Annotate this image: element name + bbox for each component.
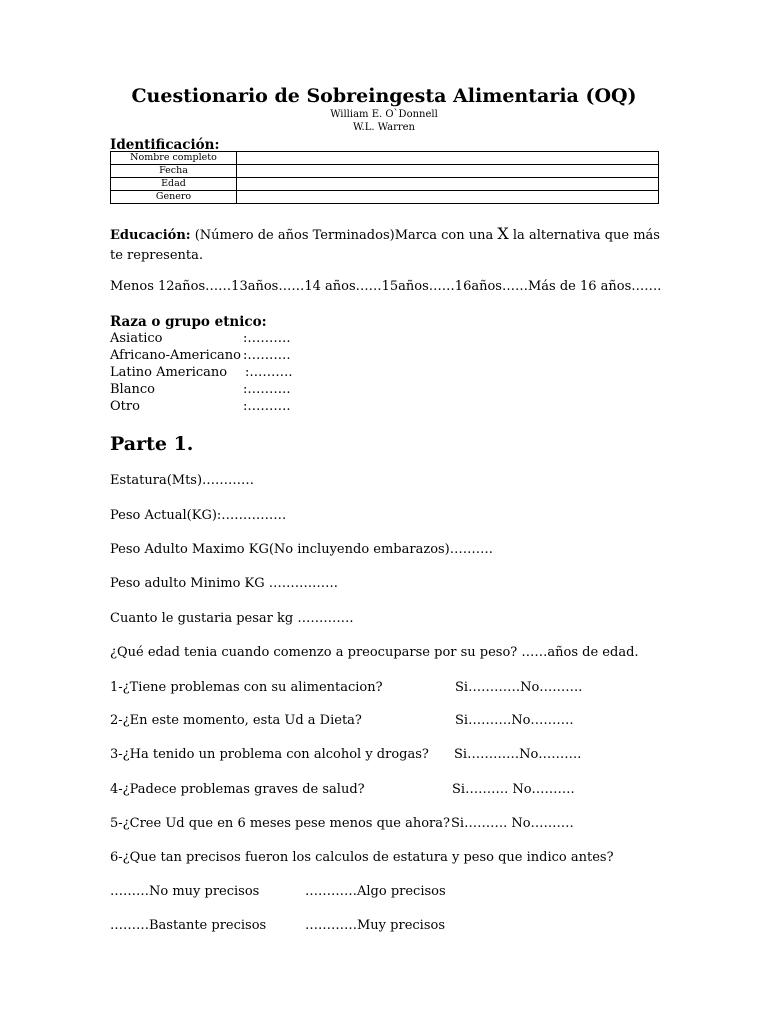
q6-options-row-2	[110, 918, 445, 933]
si-no-answer[interactable]: Si………. No……….	[451, 816, 574, 831]
raza-label: Blanco	[110, 382, 155, 397]
question-2	[110, 713, 574, 728]
raza-blank[interactable]: :……….	[243, 382, 291, 397]
field-label-genero: Genero	[111, 191, 237, 204]
table-row	[111, 191, 659, 204]
question-4	[110, 782, 575, 797]
peso-actual-field[interactable]: Peso Actual(KG):……………	[110, 508, 287, 523]
educacion-label: Educación:	[110, 228, 191, 243]
peso-maximo-field[interactable]: Peso Adulto Maximo KG(No incluyendo embarazos)……….	[110, 542, 493, 557]
raza-item-otro	[110, 399, 291, 414]
question-text: 3-¿Ha tenido un problema con alcohol y drogas?	[110, 747, 429, 762]
q6-option-no-muy-precisos[interactable]: ………No muy precisos	[110, 884, 260, 899]
q6-option-muy-precisos[interactable]: …………Muy precisos	[305, 918, 445, 933]
educacion-options: Menos 12años……13años……14 años……15años……16años……Más de 16 años…….	[110, 279, 662, 294]
raza-label: Asiatico	[110, 331, 163, 346]
raza-item-blanco	[110, 382, 291, 397]
si-no-answer[interactable]: Si…………No……….	[454, 747, 582, 762]
field-value-genero[interactable]	[237, 191, 659, 204]
question-6: 6-¿Que tan precisos fueron los calculos de estatura y peso que indico antes?	[110, 850, 614, 865]
educacion-instruction	[110, 224, 660, 266]
question-1	[110, 680, 583, 695]
q6-option-bastante-precisos[interactable]: ………Bastante precisos	[110, 918, 267, 933]
edad-preocupacion-field[interactable]: ¿Qué edad tenia cuando comenzo a preocuparse por su peso? ……años de edad.	[110, 645, 639, 660]
field-value-nombre[interactable]	[237, 152, 659, 165]
raza-item-africano-americano	[110, 348, 291, 363]
raza-blank[interactable]: :……….	[243, 348, 291, 363]
si-no-answer[interactable]: Si………. No……….	[452, 782, 575, 797]
field-value-fecha[interactable]	[237, 165, 659, 178]
estatura-field[interactable]: Estatura(Mts)…………	[110, 473, 255, 488]
q6-options-row-1	[110, 884, 446, 899]
educacion-text-b: la alternativa que más te representa.	[110, 228, 660, 263]
raza-label: Otro	[110, 399, 140, 414]
table-row	[111, 165, 659, 178]
educacion-text-a: (Número de años Terminados)Marca con una	[190, 228, 498, 243]
author-name-1: William E. O`Donnell	[330, 109, 438, 120]
raza-blank[interactable]: :……….	[245, 365, 293, 380]
field-label-nombre: Nombre completo	[111, 152, 237, 165]
raza-label: Africano-Americano	[110, 348, 241, 363]
question-text: 5-¿Cree Ud que en 6 meses pese menos que ahora?	[110, 816, 450, 831]
raza-label: Latino Americano	[110, 365, 228, 380]
question-text: 1-¿Tiene problemas con su alimentacion?	[110, 680, 383, 695]
raza-blank[interactable]: :……….	[243, 331, 291, 346]
identificacion-heading: Identificación:	[110, 137, 220, 153]
identificacion-table	[110, 151, 659, 204]
peso-minimo-field[interactable]: Peso adulto Minimo KG …………….	[110, 576, 338, 591]
raza-item-asiatico	[110, 331, 291, 346]
question-text: 4-¿Padece problemas graves de salud?	[110, 782, 365, 797]
field-label-fecha: Fecha	[111, 165, 237, 178]
parte-1-heading: Parte 1.	[110, 433, 194, 455]
peso-deseado-field[interactable]: Cuanto le gustaria pesar kg ………….	[110, 611, 354, 626]
raza-heading: Raza o grupo etnico:	[110, 314, 267, 330]
si-no-answer[interactable]: Si…………No……….	[455, 680, 583, 695]
document-title: Cuestionario de Sobreingesta Alimentaria (OQ)	[131, 85, 637, 107]
field-value-edad[interactable]	[237, 178, 659, 191]
table-row	[111, 152, 659, 165]
q6-option-algo-precisos[interactable]: …………Algo precisos	[305, 884, 446, 899]
author-name-2: W.L. Warren	[353, 122, 415, 133]
question-3	[110, 747, 582, 762]
raza-blank[interactable]: :……….	[243, 399, 291, 414]
question-5	[110, 816, 574, 831]
field-label-edad: Edad	[111, 178, 237, 191]
table-row	[111, 178, 659, 191]
raza-item-latino-americano	[110, 365, 293, 380]
educacion-x-mark: X	[497, 224, 509, 243]
si-no-answer[interactable]: Si……….No……….	[455, 713, 574, 728]
question-text: 2-¿En este momento, esta Ud a Dieta?	[110, 713, 362, 728]
